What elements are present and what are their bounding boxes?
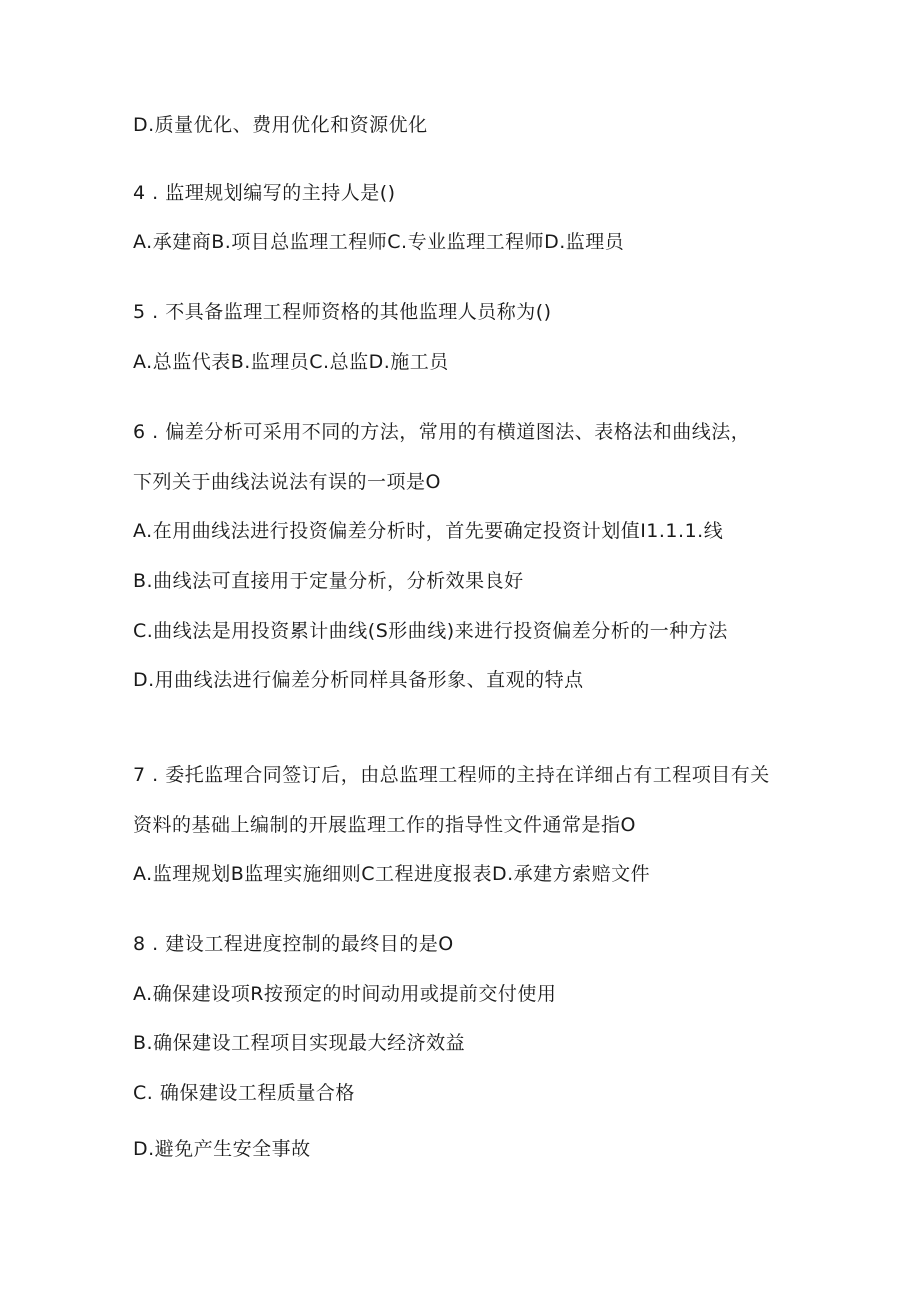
question-4: 4 . 监理规划编写的主持人是()	[133, 182, 396, 204]
option-a-q8: A.确保建设项R按预定的时间动用或提前交付使用	[133, 983, 557, 1005]
option-d-q8: D.避免产生安全事故	[133, 1138, 311, 1160]
option-d-q6: D.用曲线法进行偏差分析同样具备形象、直观的特点	[133, 669, 584, 691]
option-c-q8: C. 确保建设工程质量合格	[133, 1082, 355, 1104]
option-a-q6: A.在用曲线法进行投资偏差分析时，首先要确定投资计划值I1.1.1.线	[133, 520, 724, 542]
question-7-line-1: 7 . 委托监理合同签订后，由总监理工程师的主持在详细占有工程项目有关	[133, 764, 770, 786]
question-8: 8 . 建设工程进度控制的最终目的是O	[133, 933, 454, 955]
question-6-line-1: 6 . 偏差分析可采用不同的方法，常用的有横道图法、表格法和曲线法，	[133, 421, 751, 443]
question-5: 5 . 不具备监理工程师资格的其他监理人员称为()	[133, 301, 552, 323]
question-6-line-2: 下列关于曲线法说法有误的一项是O	[133, 471, 441, 493]
options-q7: A.监理规划B监理实施细则C工程进度报表D.承建方索赔文件	[133, 863, 651, 885]
options-q5: A.总监代表B.监理员C.总监D.施工员	[133, 351, 449, 373]
option-b-q8: B.确保建设工程项目实现最大经济效益	[133, 1032, 466, 1054]
option-d-q3: D.质量优化、费用优化和资源优化	[133, 114, 428, 136]
question-7-line-2: 资料的基础上编制的开展监理工作的指导性文件通常是指O	[133, 814, 636, 836]
options-q4: A.承建商B.项目总监理工程师C.专业监理工程师D.监理员	[133, 231, 625, 253]
option-c-q6: C.曲线法是用投资累计曲线(S形曲线)来进行投资偏差分析的一种方法	[133, 620, 728, 642]
option-b-q6: B.曲线法可直接用于定量分析，分析效果良好	[133, 570, 524, 592]
